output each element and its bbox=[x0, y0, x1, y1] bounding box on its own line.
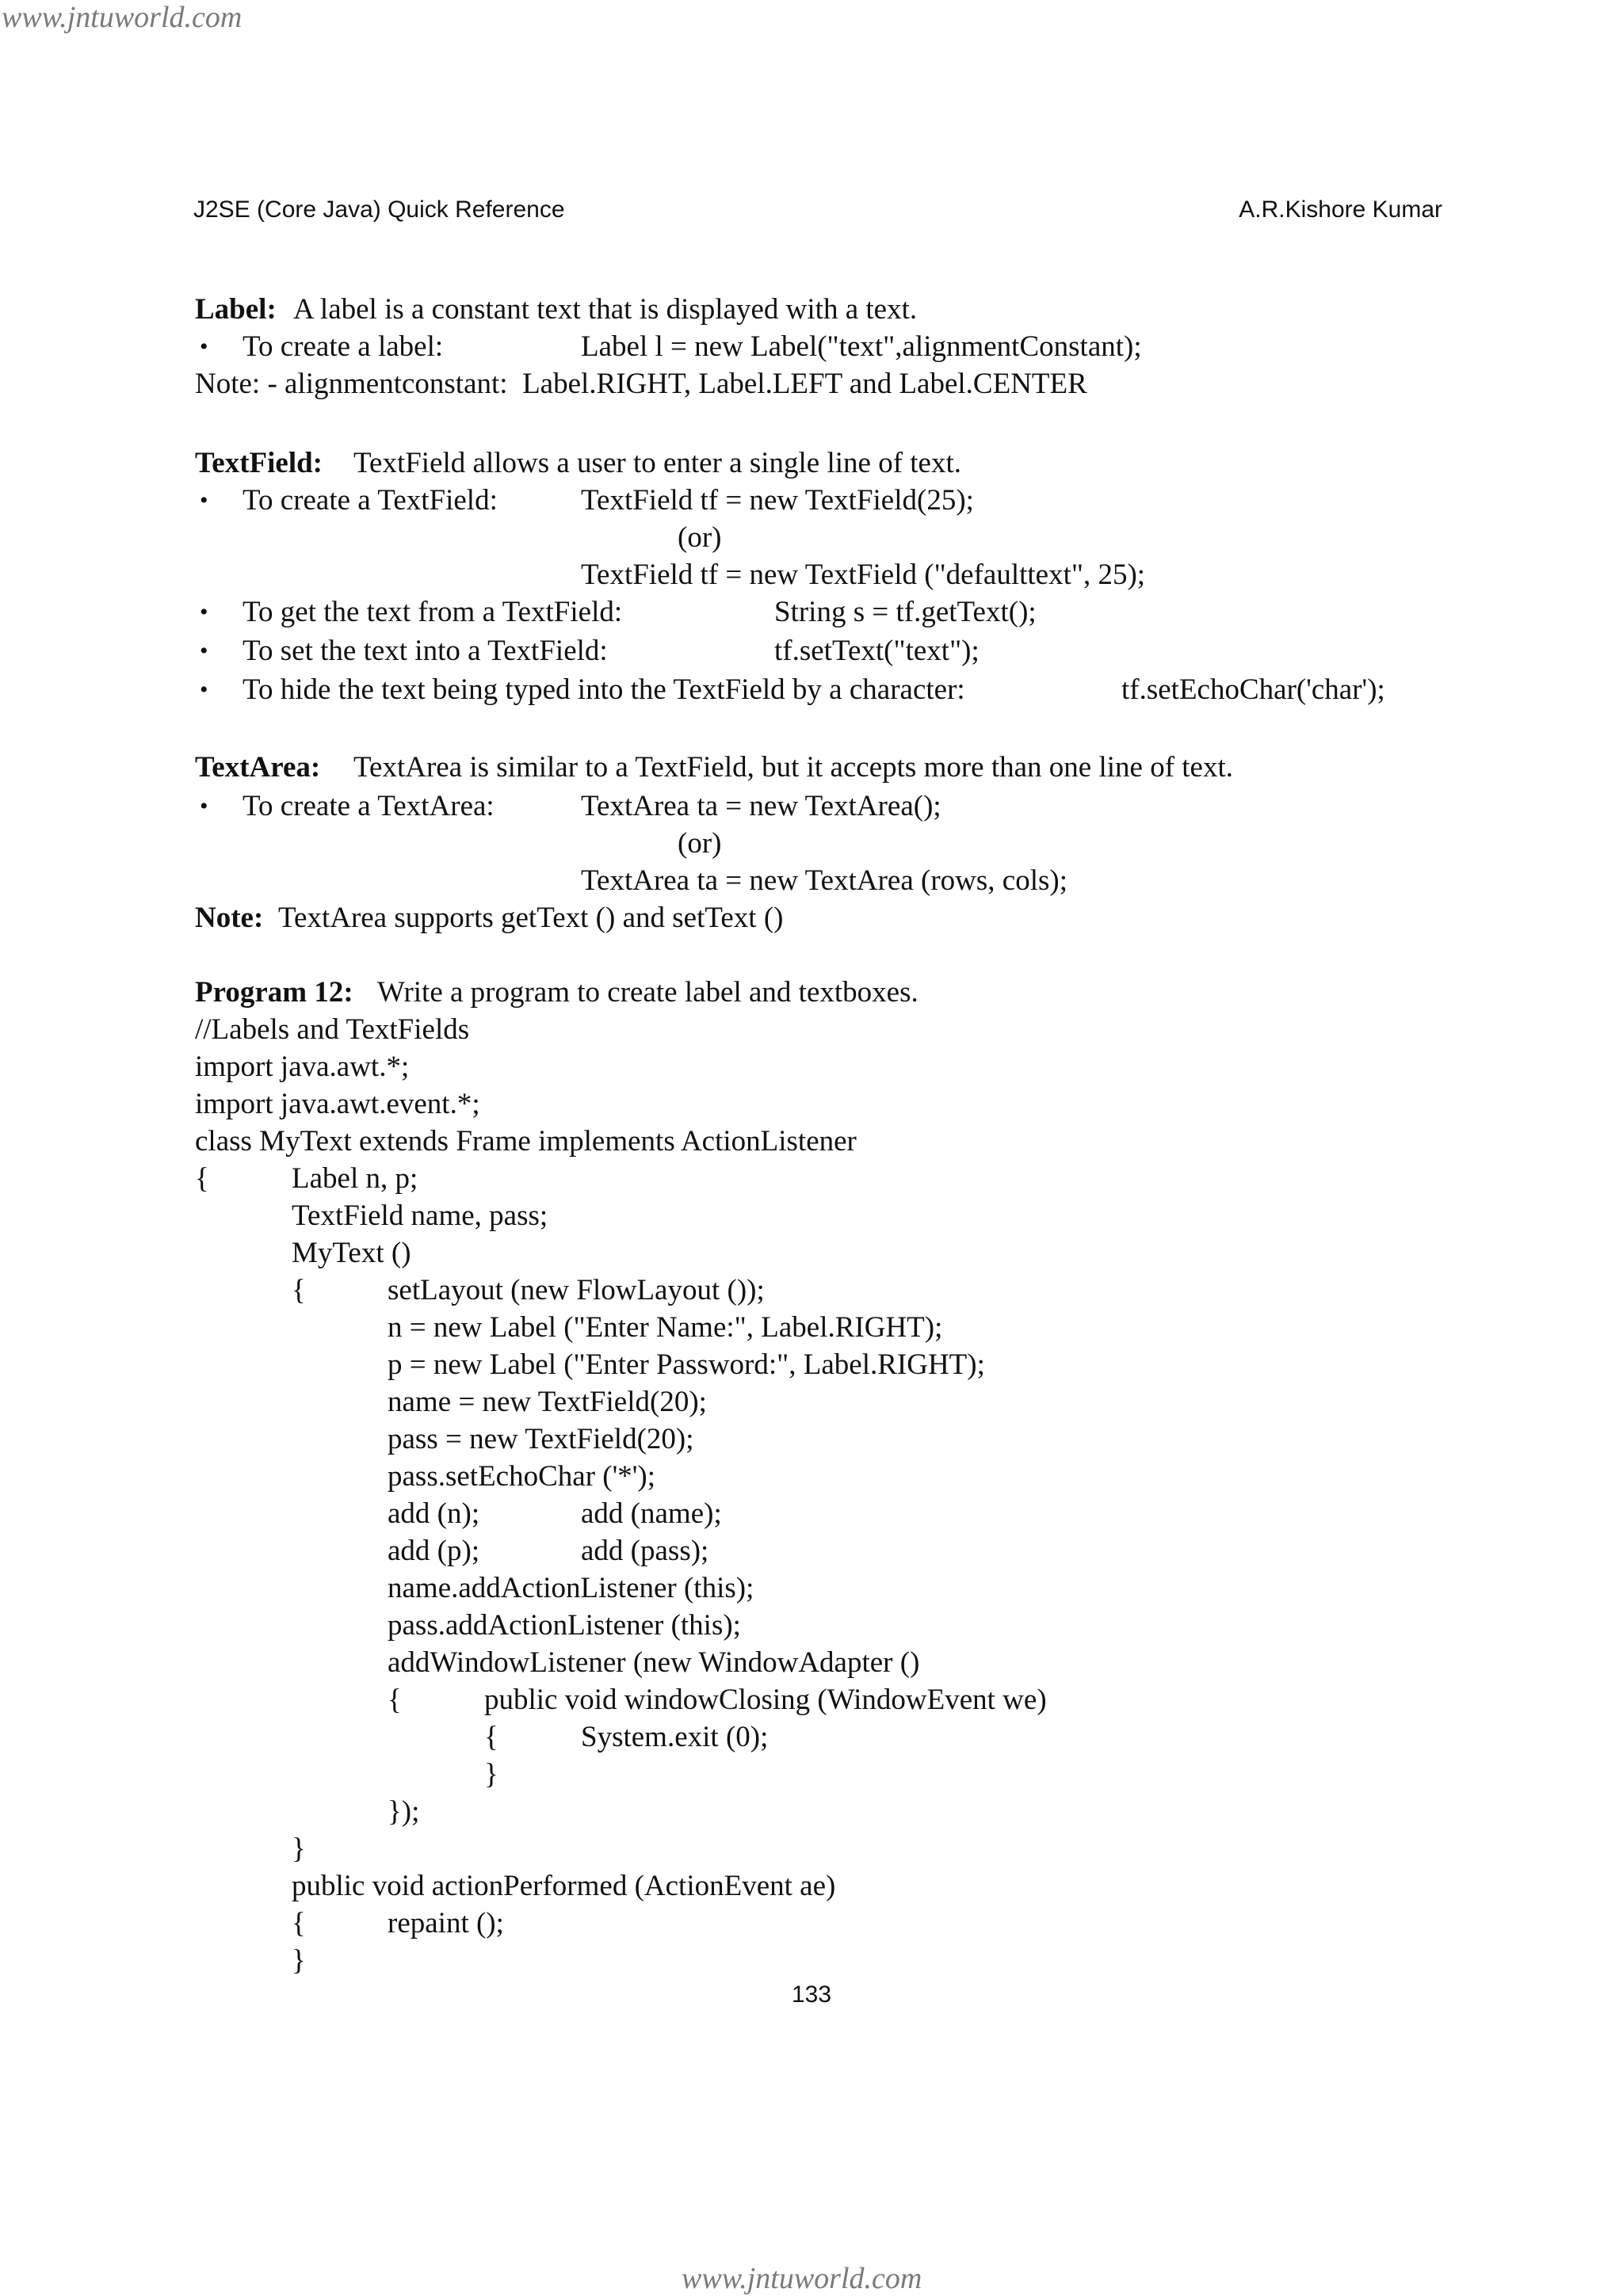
code-text: Label n, p; bbox=[292, 1162, 418, 1195]
textarea-note-line bbox=[0, 900, 1623, 936]
code-text: name.addActionListener (this); bbox=[388, 1572, 754, 1604]
code-text: class MyText extends Frame implements ActionListener bbox=[195, 1125, 857, 1158]
bullet: • bbox=[200, 334, 208, 360]
code-text: MyText () bbox=[292, 1237, 411, 1269]
code-line bbox=[0, 1235, 1623, 1272]
label-note: Note: - alignmentconstant: Label.RIGHT, Label.LEFT and Label.CENTER bbox=[195, 368, 1087, 400]
textfield-hide-code: tf.setEchoChar('char'); bbox=[1121, 673, 1385, 706]
code-text: addWindowListener (new WindowAdapter () bbox=[388, 1646, 920, 1679]
code-line bbox=[0, 1161, 1623, 1197]
watermark-bottom: www.jntuworld.com bbox=[682, 2262, 922, 2295]
code-brace: } bbox=[484, 1758, 498, 1791]
code-brace: { bbox=[292, 1274, 306, 1306]
textfield-set-text: To set the text into a TextField: bbox=[242, 635, 608, 667]
code-text: p = new Label ("Enter Password:", Label.RIGHT); bbox=[388, 1348, 985, 1381]
page-number: 133 bbox=[791, 1981, 832, 2008]
code-brace: { bbox=[388, 1684, 402, 1716]
code-line bbox=[0, 1943, 1623, 1979]
code-text: pass.addActionListener (this); bbox=[388, 1609, 741, 1642]
label-create-item bbox=[0, 329, 1623, 365]
code-line bbox=[0, 1123, 1623, 1160]
code-line bbox=[0, 1347, 1623, 1383]
code-brace: } bbox=[292, 1944, 306, 1977]
code-brace: { bbox=[195, 1162, 209, 1195]
code-line bbox=[0, 1719, 1623, 1756]
code-text: import java.awt.*; bbox=[195, 1051, 410, 1083]
code-text: import java.awt.event.*; bbox=[195, 1088, 480, 1120]
code-line bbox=[0, 1831, 1623, 1867]
textarea-create-item bbox=[0, 788, 1623, 825]
code-text: public void windowClosing (WindowEvent we) bbox=[484, 1684, 1047, 1716]
label-definition-line bbox=[0, 292, 1623, 328]
code-text: pass = new TextField(20); bbox=[388, 1423, 694, 1455]
code-line bbox=[0, 1272, 1623, 1309]
textarea-term: TextArea: bbox=[195, 751, 321, 784]
code-text: public void actionPerformed (ActionEvent ae) bbox=[292, 1870, 836, 1902]
textfield-or: (or) bbox=[678, 521, 722, 554]
textfield-definition: TextField allows a user to enter a single line of text. bbox=[353, 447, 962, 479]
code-line bbox=[0, 1049, 1623, 1085]
label-note-line bbox=[0, 366, 1623, 402]
bullet: • bbox=[200, 599, 208, 625]
textarea-definition: TextArea is similar to a TextField, but it accepts more than one line of text. bbox=[353, 751, 1233, 784]
bullet: • bbox=[200, 793, 208, 819]
bullet: • bbox=[200, 638, 208, 664]
code-line bbox=[0, 1682, 1623, 1718]
code-text: pass.setEchoChar ('*'); bbox=[388, 1460, 656, 1493]
textfield-create-code: TextField tf = new TextField(25); bbox=[581, 484, 974, 517]
code-brace: } bbox=[292, 1833, 306, 1865]
code-line bbox=[0, 1086, 1623, 1123]
code-line bbox=[0, 1905, 1623, 1942]
label-create-text: To create a label: bbox=[242, 330, 444, 363]
label-definition: A label is a constant text that is displayed with a text. bbox=[293, 293, 918, 326]
textfield-set-code: tf.setText("text"); bbox=[774, 635, 980, 667]
running-header-author: A.R.Kishore Kumar bbox=[1239, 196, 1442, 223]
textfield-get-text: To get the text from a TextField: bbox=[242, 596, 623, 628]
program-title-line bbox=[0, 974, 1623, 1011]
textfield-get-item bbox=[0, 594, 1623, 631]
code-text: repaint (); bbox=[388, 1907, 504, 1939]
code-line bbox=[0, 1570, 1623, 1607]
code-text: add (name); bbox=[581, 1497, 722, 1530]
program-term: Program 12: bbox=[195, 976, 353, 1009]
code-line bbox=[0, 1868, 1623, 1905]
bullet: • bbox=[200, 677, 208, 703]
textfield-hide-item bbox=[0, 672, 1623, 708]
code-text: System.exit (0); bbox=[581, 1721, 769, 1753]
code-text: //Labels and TextFields bbox=[195, 1013, 470, 1046]
code-line bbox=[0, 1794, 1623, 1830]
code-line bbox=[0, 1198, 1623, 1234]
code-text: name = new TextField(20); bbox=[388, 1386, 707, 1418]
program-title: Write a program to create label and textboxes. bbox=[377, 976, 918, 1009]
textfield-hide-text: To hide the text being typed into the TextField by a character: bbox=[242, 673, 965, 706]
textfield-definition-line bbox=[0, 445, 1623, 482]
code-line bbox=[0, 1421, 1623, 1458]
code-line bbox=[0, 1496, 1623, 1532]
textfield-create-text: To create a TextField: bbox=[242, 484, 498, 517]
textarea-create-alt-line bbox=[0, 863, 1623, 899]
code-text: add (p); bbox=[388, 1535, 480, 1567]
label-term: Label: bbox=[195, 293, 277, 326]
textarea-definition-line bbox=[0, 749, 1623, 786]
code-text: add (n); bbox=[388, 1497, 480, 1530]
textarea-create-code-alt: TextArea ta = new TextArea (rows, cols); bbox=[581, 864, 1067, 897]
code-text: setLayout (new FlowLayout ()); bbox=[388, 1274, 765, 1306]
code-text: n = new Label ("Enter Name:", Label.RIGHT); bbox=[388, 1311, 943, 1344]
code-text: add (pass); bbox=[581, 1535, 709, 1567]
textfield-get-code: String s = tf.getText(); bbox=[774, 596, 1037, 628]
code-brace: { bbox=[484, 1721, 498, 1753]
textfield-term: TextField: bbox=[195, 447, 323, 479]
textfield-create-code-alt: TextField tf = new TextField ("defaulttext", 25); bbox=[581, 559, 1146, 591]
textarea-create-text: To create a TextArea: bbox=[242, 790, 495, 822]
code-line bbox=[0, 1310, 1623, 1346]
code-line bbox=[0, 1756, 1623, 1793]
code-line bbox=[0, 1645, 1623, 1681]
code-line bbox=[0, 1384, 1623, 1421]
code-line bbox=[0, 1533, 1623, 1569]
code-text: }); bbox=[388, 1795, 420, 1828]
code-line bbox=[0, 1608, 1623, 1644]
code-text: TextField name, pass; bbox=[292, 1199, 548, 1232]
textfield-create-alt-line bbox=[0, 557, 1623, 593]
textfield-or-line bbox=[0, 520, 1623, 556]
running-header-title: J2SE (Core Java) Quick Reference bbox=[193, 196, 565, 223]
textfield-create-item bbox=[0, 482, 1623, 519]
label-create-code: Label l = new Label("text",alignmentConstant); bbox=[581, 330, 1142, 363]
textarea-or-line bbox=[0, 826, 1623, 862]
textarea-or: (or) bbox=[678, 827, 722, 860]
watermark-top: www.jntuworld.com bbox=[2, 1, 242, 34]
textfield-set-item bbox=[0, 633, 1623, 669]
textarea-note-text: TextArea supports getText () and setText () bbox=[278, 902, 784, 934]
code-line bbox=[0, 1459, 1623, 1495]
bullet: • bbox=[200, 487, 208, 513]
code-brace: { bbox=[292, 1907, 306, 1939]
textarea-note-term: Note: bbox=[195, 902, 264, 934]
textarea-create-code: TextArea ta = new TextArea(); bbox=[581, 790, 941, 822]
code-line bbox=[0, 1012, 1623, 1048]
